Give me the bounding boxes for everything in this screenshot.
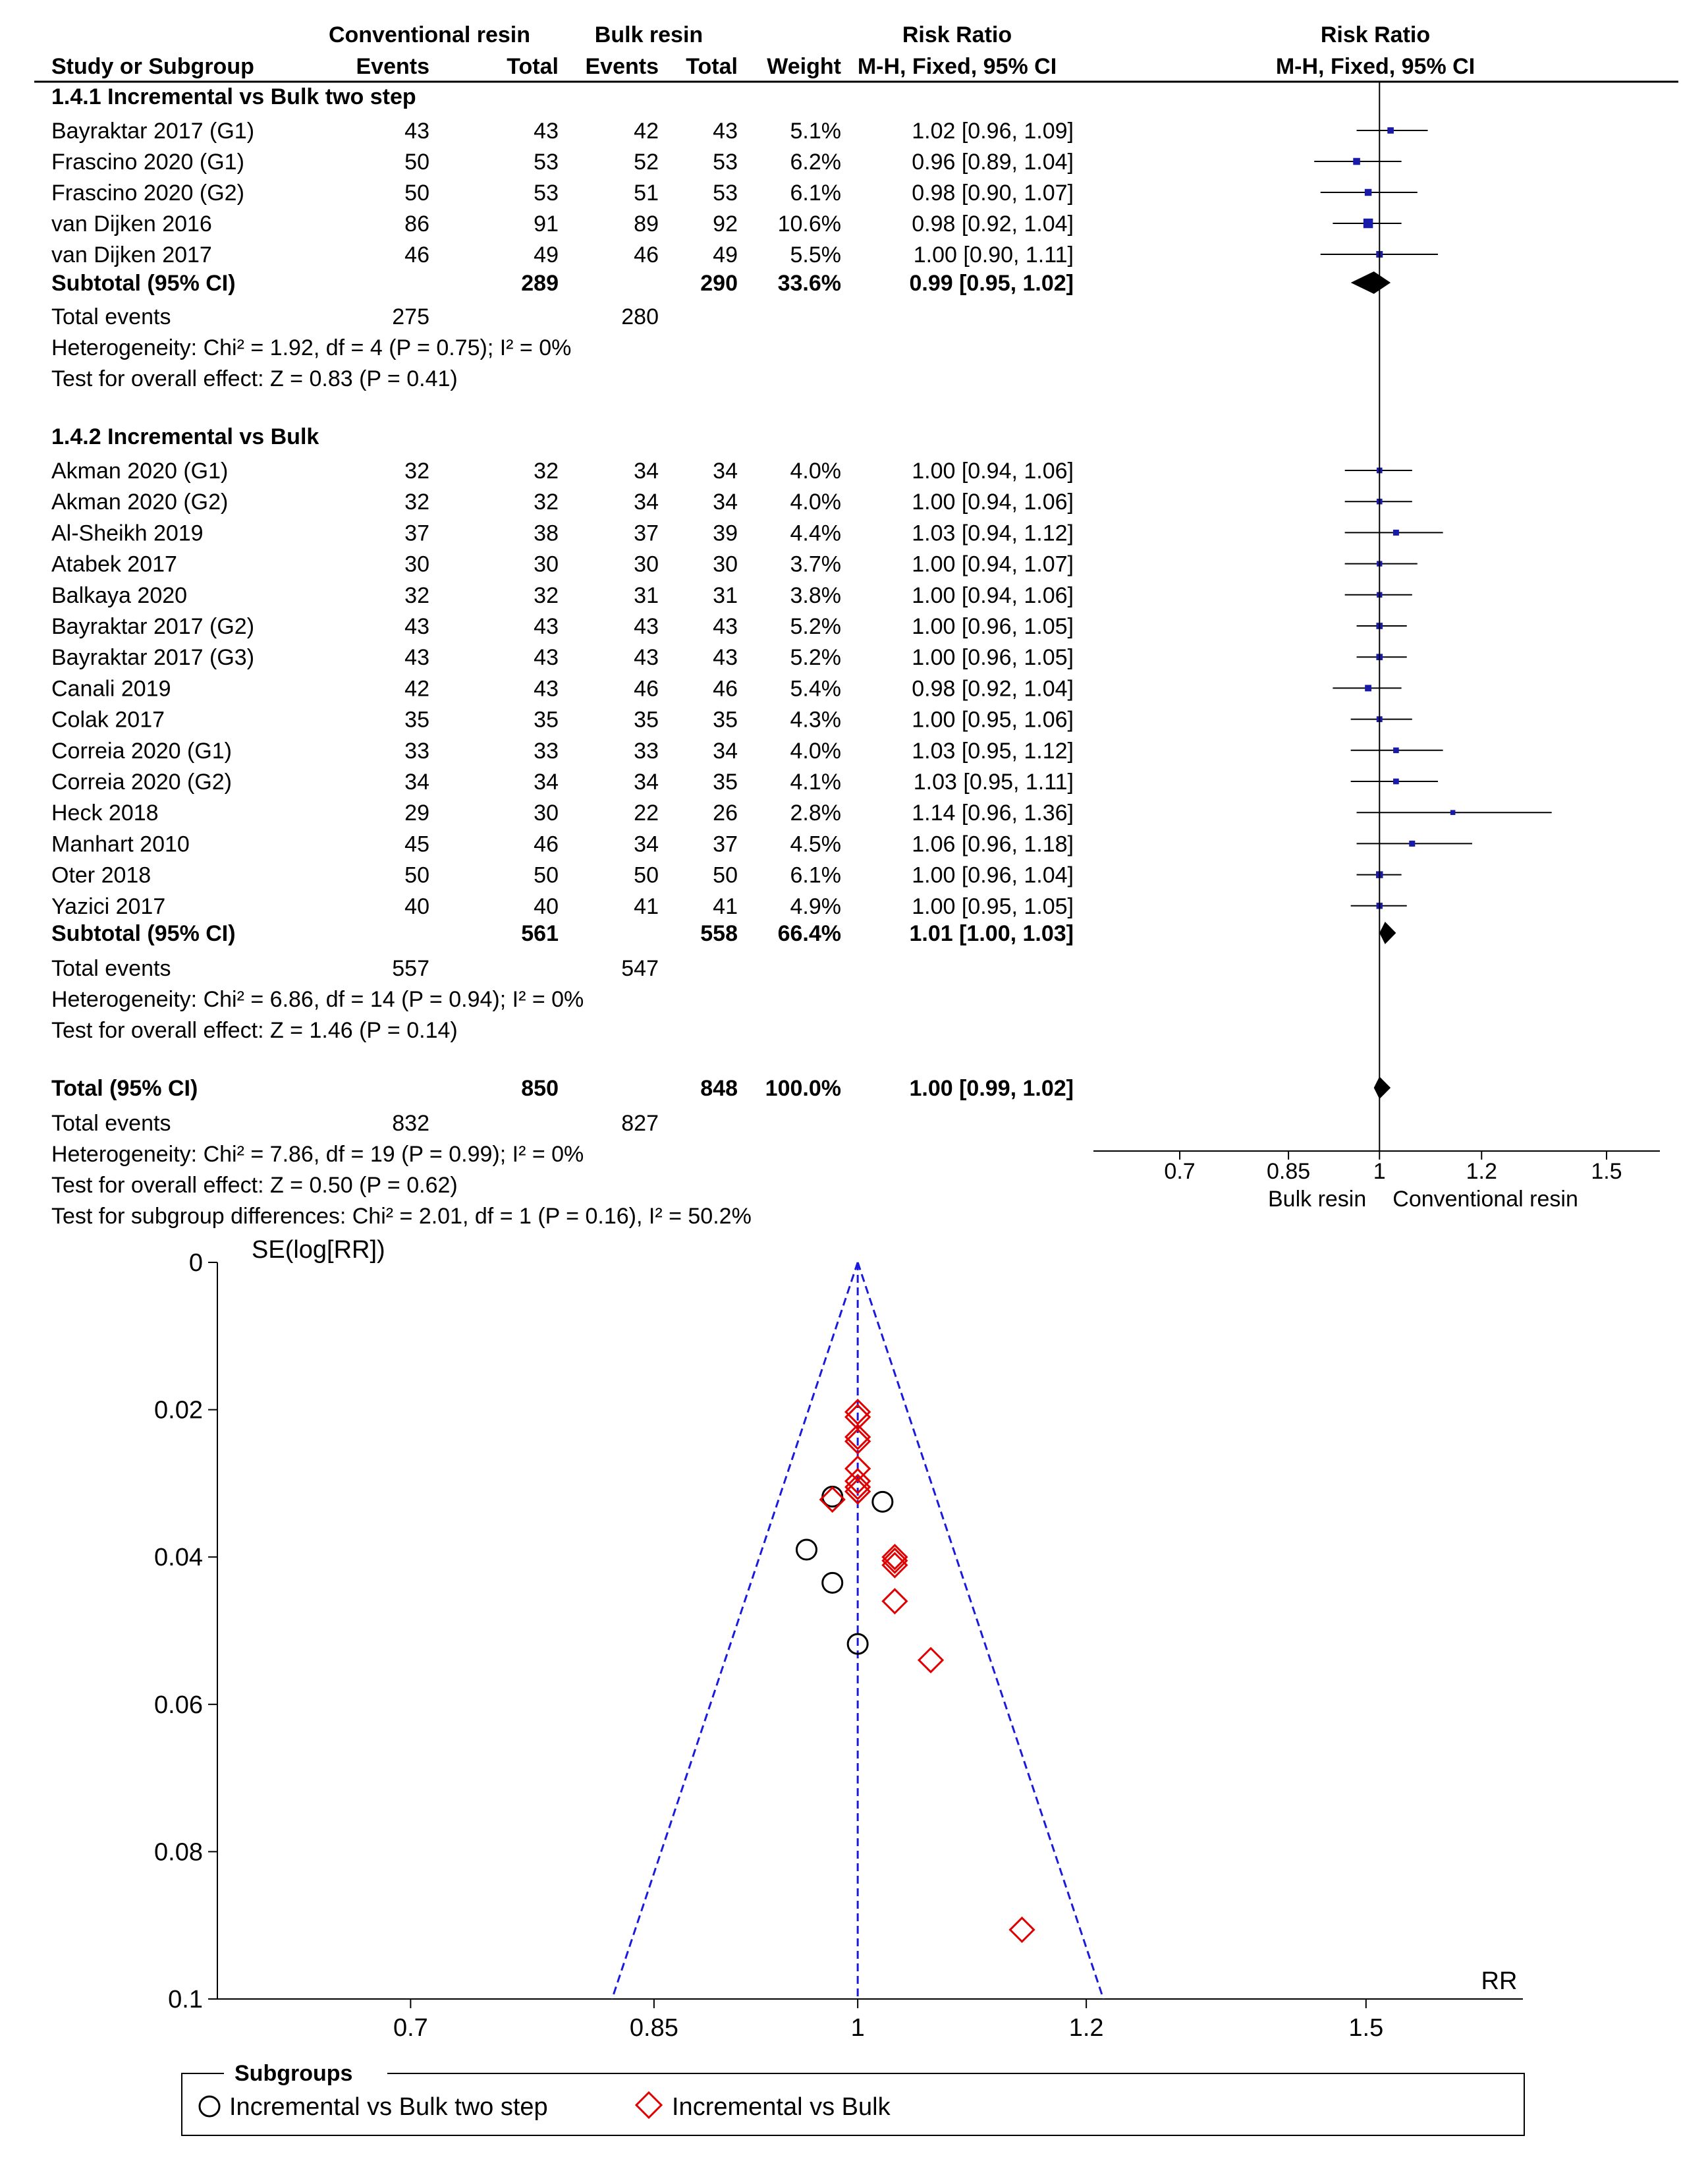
study-total-1: 49: [534, 242, 559, 267]
study-total-2: 30: [713, 551, 738, 577]
study-ci: 1.00 [0.96, 1.05]: [912, 614, 1074, 639]
study-events-2: 46: [634, 242, 659, 267]
study-name: Bayraktar 2017 (G3): [51, 645, 255, 671]
study-total-2: 35: [713, 707, 738, 733]
study-total-2: 50: [713, 862, 738, 888]
subtotal-label: Subtotal (95% CI): [51, 271, 236, 296]
study-name: Oter 2018: [51, 862, 152, 888]
study-total-2: 34: [713, 490, 738, 515]
study-total-1: 46: [534, 831, 559, 857]
funnel-left-boundary: [612, 1262, 858, 1999]
study-events-1: 35: [404, 707, 429, 733]
study-ci: 1.03 [0.95, 1.11]: [913, 770, 1074, 795]
study-name: Correia 2020 (G1): [51, 738, 233, 764]
study-total-1: 50: [534, 862, 559, 888]
subtotal-ci: 0.99 [0.95, 1.02]: [909, 271, 1074, 296]
funnel-y-tick-label: 0.06: [154, 1691, 203, 1719]
funnel-y-tick-label: 0.08: [154, 1838, 203, 1867]
study-marker: [1450, 810, 1456, 815]
forest-x-tick-label: 1.2: [1466, 1159, 1497, 1184]
total-events-1: 275: [392, 304, 429, 329]
study-events-2: 35: [634, 707, 659, 733]
subgroup-title: 1.4.2 Incremental vs Bulk: [51, 424, 319, 449]
study-total-2: 43: [713, 119, 738, 144]
study-total-2: 35: [713, 770, 738, 795]
study-ci: 1.00 [0.94, 1.06]: [912, 459, 1074, 484]
subtotal-total-1: 561: [521, 921, 559, 946]
study-name: Bayraktar 2017 (G2): [51, 614, 255, 639]
funnel-x-tick-label: 1.2: [1068, 2014, 1104, 2042]
study-events-1: 29: [404, 801, 429, 826]
study-events-2: 34: [634, 490, 659, 515]
heterogeneity-text: Heterogeneity: Chi² = 7.86, df = 19 (P = 0.99); I² = 0%: [51, 1142, 584, 1167]
header-conventional-resin: Conventional resin: [328, 22, 531, 47]
study-marker: [1387, 127, 1394, 134]
subtotal-total-1: 289: [521, 271, 559, 296]
point-circle: [796, 1540, 816, 1560]
study-total-1: 53: [534, 150, 559, 175]
study-events-2: 33: [634, 738, 659, 764]
total-total-1: 850: [521, 1076, 559, 1101]
study-total-1: 30: [534, 801, 559, 826]
study-marker: [1353, 158, 1360, 165]
funnel-x-tick-label: 1: [850, 2014, 865, 2042]
subtotal-total-2: 558: [700, 921, 738, 946]
study-events-1: 50: [404, 862, 429, 888]
study-events-1: 43: [404, 645, 429, 671]
study-events-2: 34: [634, 770, 659, 795]
funnel-x-tick-label: 0.85: [629, 2014, 678, 2042]
study-events-2: 41: [634, 893, 659, 919]
study-total-2: 53: [713, 181, 738, 206]
header-events-2: Events: [585, 54, 659, 79]
study-total-2: 41: [713, 893, 738, 919]
study-total-2: 43: [713, 645, 738, 671]
study-name: Colak 2017: [51, 707, 165, 733]
study-name: Al-Sheikh 2019: [51, 521, 204, 546]
total-events-2: 547: [621, 956, 659, 981]
study-events-1: 34: [404, 770, 429, 795]
study-total-2: 31: [713, 582, 738, 608]
point-diamond: [1010, 1918, 1034, 1942]
study-name: Heck 2018: [51, 801, 159, 826]
study-events-2: 30: [634, 551, 659, 577]
subtotal-weight: 66.4%: [777, 921, 841, 946]
study-events-1: 50: [404, 181, 429, 206]
study-weight: 5.2%: [790, 645, 841, 671]
study-total-2: 49: [713, 242, 738, 267]
study-name: Frascino 2020 (G1): [51, 150, 244, 175]
study-ci: 1.00 [0.94, 1.06]: [912, 582, 1074, 608]
favours-left-label: Bulk resin: [1267, 1187, 1367, 1212]
study-name: van Dijken 2016: [51, 211, 212, 237]
study-weight: 3.8%: [790, 582, 841, 608]
study-ci: 1.00 [0.94, 1.07]: [912, 551, 1074, 577]
study-events-1: 43: [404, 119, 429, 144]
study-weight: 6.1%: [790, 862, 841, 888]
funnel-x-tick-label: 0.7: [393, 2014, 428, 2042]
study-events-1: 42: [404, 676, 429, 702]
study-name: Akman 2020 (G1): [51, 459, 229, 484]
study-events-2: 34: [634, 831, 659, 857]
study-ci: 0.96 [0.89, 1.04]: [912, 150, 1074, 175]
study-total-2: 92: [713, 211, 738, 237]
header-study: Study or Subgroup: [51, 54, 254, 79]
study-total-1: 32: [534, 490, 559, 515]
header-events-1: Events: [356, 54, 429, 79]
study-total-2: 53: [713, 150, 738, 175]
funnel-x-axis-label: RR: [1481, 1967, 1518, 1995]
study-weight: 5.1%: [790, 119, 841, 144]
header-weight: Weight: [767, 54, 841, 79]
study-total-2: 37: [713, 831, 738, 857]
study-total-2: 39: [713, 521, 738, 546]
study-ci: 1.00 [0.96, 1.05]: [912, 645, 1074, 671]
study-ci: 1.03 [0.95, 1.12]: [912, 738, 1074, 764]
total-events-1: 832: [392, 1111, 429, 1136]
point-circle: [823, 1573, 842, 1592]
study-total-1: 35: [534, 707, 559, 733]
study-name: Manhart 2010: [51, 831, 190, 857]
study-total-2: 46: [713, 676, 738, 702]
study-ci: 1.00 [0.96, 1.04]: [912, 862, 1074, 888]
funnel-y-tick-label: 0.1: [168, 1986, 203, 2013]
header-method: M-H, Fixed, 95% CI: [857, 54, 1057, 79]
study-total-1: 33: [534, 738, 559, 764]
point-diamond: [883, 1589, 906, 1613]
study-events-2: 52: [634, 150, 659, 175]
study-total-2: 43: [713, 614, 738, 639]
funnel-plot: [154, 1236, 1524, 2135]
study-marker: [1409, 841, 1415, 847]
study-ci: 1.14 [0.96, 1.36]: [912, 801, 1074, 826]
study-name: Correia 2020 (G2): [51, 770, 233, 795]
total-events-2: 280: [621, 304, 659, 329]
study-events-2: 34: [634, 459, 659, 484]
funnel-y-tick-label: 0.04: [154, 1544, 203, 1572]
study-events-2: 31: [634, 582, 659, 608]
study-total-1: 43: [534, 614, 559, 639]
subtotal-total-2: 290: [700, 271, 738, 296]
study-weight: 3.7%: [790, 551, 841, 577]
study-ci: 0.98 [0.92, 1.04]: [912, 211, 1074, 237]
study-weight: 4.1%: [790, 770, 841, 795]
subtotal-weight: 33.6%: [777, 271, 841, 296]
study-events-1: 43: [404, 614, 429, 639]
study-events-2: 43: [634, 614, 659, 639]
study-marker: [1365, 189, 1371, 196]
total-events-label: Total events: [51, 956, 171, 981]
study-marker: [1393, 779, 1399, 785]
study-name: Bayraktar 2017 (G1): [51, 119, 255, 144]
study-weight: 4.3%: [790, 707, 841, 733]
study-marker: [1364, 219, 1373, 229]
total-ci: 1.00 [0.99, 1.02]: [909, 1076, 1074, 1101]
study-ci: 1.06 [0.96, 1.18]: [912, 831, 1074, 857]
study-name: Atabek 2017: [51, 551, 177, 577]
total-diamond: [1374, 1077, 1391, 1099]
subgroup-title: 1.4.1 Incremental vs Bulk two step: [51, 84, 416, 109]
study-marker: [1393, 530, 1399, 536]
study-weight: 5.2%: [790, 614, 841, 639]
point-circle: [873, 1492, 893, 1511]
study-total-1: 30: [534, 551, 559, 577]
study-weight: 4.4%: [790, 521, 841, 546]
study-total-1: 38: [534, 521, 559, 546]
study-events-2: 43: [634, 645, 659, 671]
study-name: Canali 2019: [51, 676, 171, 702]
forest-x-tick-label: 0.7: [1164, 1159, 1196, 1184]
study-events-1: 50: [404, 150, 429, 175]
study-ci: 0.98 [0.92, 1.04]: [912, 676, 1074, 702]
funnel-y-tick-label: 0.02: [154, 1396, 203, 1424]
legend-diamond-marker: [636, 2093, 661, 2118]
subtotal-diamond: [1379, 922, 1396, 944]
forest-x-tick-label: 0.85: [1267, 1159, 1311, 1184]
study-events-1: 86: [404, 211, 429, 237]
funnel-right-boundary: [858, 1262, 1103, 1999]
study-ci: 1.03 [0.94, 1.12]: [912, 521, 1074, 546]
study-events-1: 32: [404, 490, 429, 515]
legend-item-label: Incremental vs Bulk: [672, 2093, 891, 2121]
total-events-1: 557: [392, 956, 429, 981]
study-total-2: 34: [713, 459, 738, 484]
study-total-1: 53: [534, 181, 559, 206]
study-weight: 4.0%: [790, 459, 841, 484]
study-total-1: 43: [534, 676, 559, 702]
study-ci: 0.98 [0.90, 1.07]: [912, 181, 1074, 206]
study-weight: 4.5%: [790, 831, 841, 857]
study-total-1: 91: [534, 211, 559, 237]
study-ci: 1.00 [0.94, 1.06]: [912, 490, 1074, 515]
study-weight: 5.4%: [790, 676, 841, 702]
total-events-2: 827: [621, 1111, 659, 1136]
study-total-2: 34: [713, 738, 738, 764]
study-events-2: 51: [634, 181, 659, 206]
study-events-1: 32: [404, 459, 429, 484]
study-events-2: 22: [634, 801, 659, 826]
point-diamond: [919, 1648, 943, 1672]
study-total-1: 43: [534, 645, 559, 671]
overall-effect-text: Test for overall effect: Z = 0.50 (P = 0.62): [51, 1173, 458, 1198]
study-total-1: 40: [534, 893, 559, 919]
study-name: Frascino 2020 (G2): [51, 181, 244, 206]
header-bulk-resin: Bulk resin: [594, 22, 703, 47]
study-events-2: 89: [634, 211, 659, 237]
study-ci: 1.00 [0.95, 1.05]: [912, 893, 1074, 919]
legend-circle-marker: [200, 2097, 219, 2116]
study-marker: [1393, 748, 1399, 754]
overall-effect-text: Test for overall effect: Z = 0.83 (P = 0.41): [51, 366, 458, 391]
study-events-1: 45: [404, 831, 429, 857]
total-events-label: Total events: [51, 1111, 171, 1136]
forest-plot: [34, 22, 1678, 1229]
study-ci: 1.00 [0.95, 1.06]: [912, 707, 1074, 733]
header-plot-method: M-H, Fixed, 95% CI: [1275, 54, 1475, 79]
header-total-1: Total: [507, 54, 559, 79]
study-events-1: 32: [404, 582, 429, 608]
overall-effect-text: Test for overall effect: Z = 1.46 (P = 0.14): [51, 1018, 458, 1043]
study-weight: 10.6%: [777, 211, 841, 237]
study-total-2: 26: [713, 801, 738, 826]
study-events-2: 50: [634, 862, 659, 888]
heterogeneity-text: Heterogeneity: Chi² = 1.92, df = 4 (P = 0.75); I² = 0%: [51, 335, 572, 360]
study-weight: 4.9%: [790, 893, 841, 919]
funnel-y-axis-label: SE(log[RR]): [252, 1236, 385, 1264]
forest-x-tick-label: 1: [1373, 1159, 1386, 1184]
study-events-2: 42: [634, 119, 659, 144]
legend-item-label: Incremental vs Bulk two step: [229, 2093, 548, 2121]
total-weight: 100.0%: [765, 1076, 841, 1101]
study-ci: 1.00 [0.90, 1.11]: [913, 242, 1074, 267]
subtotal-diamond: [1351, 271, 1391, 294]
subtotal-ci: 1.01 [1.00, 1.03]: [909, 921, 1074, 946]
study-marker: [1365, 685, 1371, 691]
study-total-1: 32: [534, 582, 559, 608]
funnel-x-tick-label: 1.5: [1348, 2014, 1384, 2042]
study-events-2: 37: [634, 521, 659, 546]
study-events-1: 46: [404, 242, 429, 267]
legend-title: Subgroups: [234, 2061, 353, 2086]
study-events-1: 37: [404, 521, 429, 546]
study-total-1: 32: [534, 459, 559, 484]
header-total-2: Total: [686, 54, 738, 79]
study-events-2: 46: [634, 676, 659, 702]
study-name: Akman 2020 (G2): [51, 490, 229, 515]
header-risk-ratio: Risk Ratio: [902, 22, 1012, 47]
funnel-y-tick-label: 0: [188, 1249, 203, 1277]
study-weight: 6.1%: [790, 181, 841, 206]
study-events-1: 30: [404, 551, 429, 577]
header-plot-risk-ratio: Risk Ratio: [1320, 22, 1431, 47]
study-weight: 4.0%: [790, 738, 841, 764]
study-total-1: 43: [534, 119, 559, 144]
forest-x-tick-label: 1.5: [1591, 1159, 1622, 1184]
study-weight: 4.0%: [790, 490, 841, 515]
study-weight: 2.8%: [790, 801, 841, 826]
study-events-1: 40: [404, 893, 429, 919]
subgroup-differences-text: Test for subgroup differences: Chi² = 2.01, df = 1 (P = 0.16), I² = 50.2%: [51, 1204, 752, 1229]
study-total-1: 34: [534, 770, 559, 795]
subtotal-label: Subtotal (95% CI): [51, 921, 236, 946]
total-events-label: Total events: [51, 304, 171, 329]
favours-right-label: Conventional resin: [1392, 1187, 1578, 1212]
total-total-2: 848: [700, 1076, 738, 1101]
study-name: van Dijken 2017: [51, 242, 212, 267]
study-weight: 5.5%: [790, 242, 841, 267]
study-weight: 6.2%: [790, 150, 841, 175]
study-ci: 1.02 [0.96, 1.09]: [912, 119, 1074, 144]
heterogeneity-text: Heterogeneity: Chi² = 6.86, df = 14 (P = 0.94); I² = 0%: [51, 987, 584, 1012]
study-name: Yazici 2017: [51, 893, 166, 919]
study-events-1: 33: [404, 738, 429, 764]
total-label: Total (95% CI): [51, 1076, 198, 1101]
study-name: Balkaya 2020: [51, 582, 188, 608]
